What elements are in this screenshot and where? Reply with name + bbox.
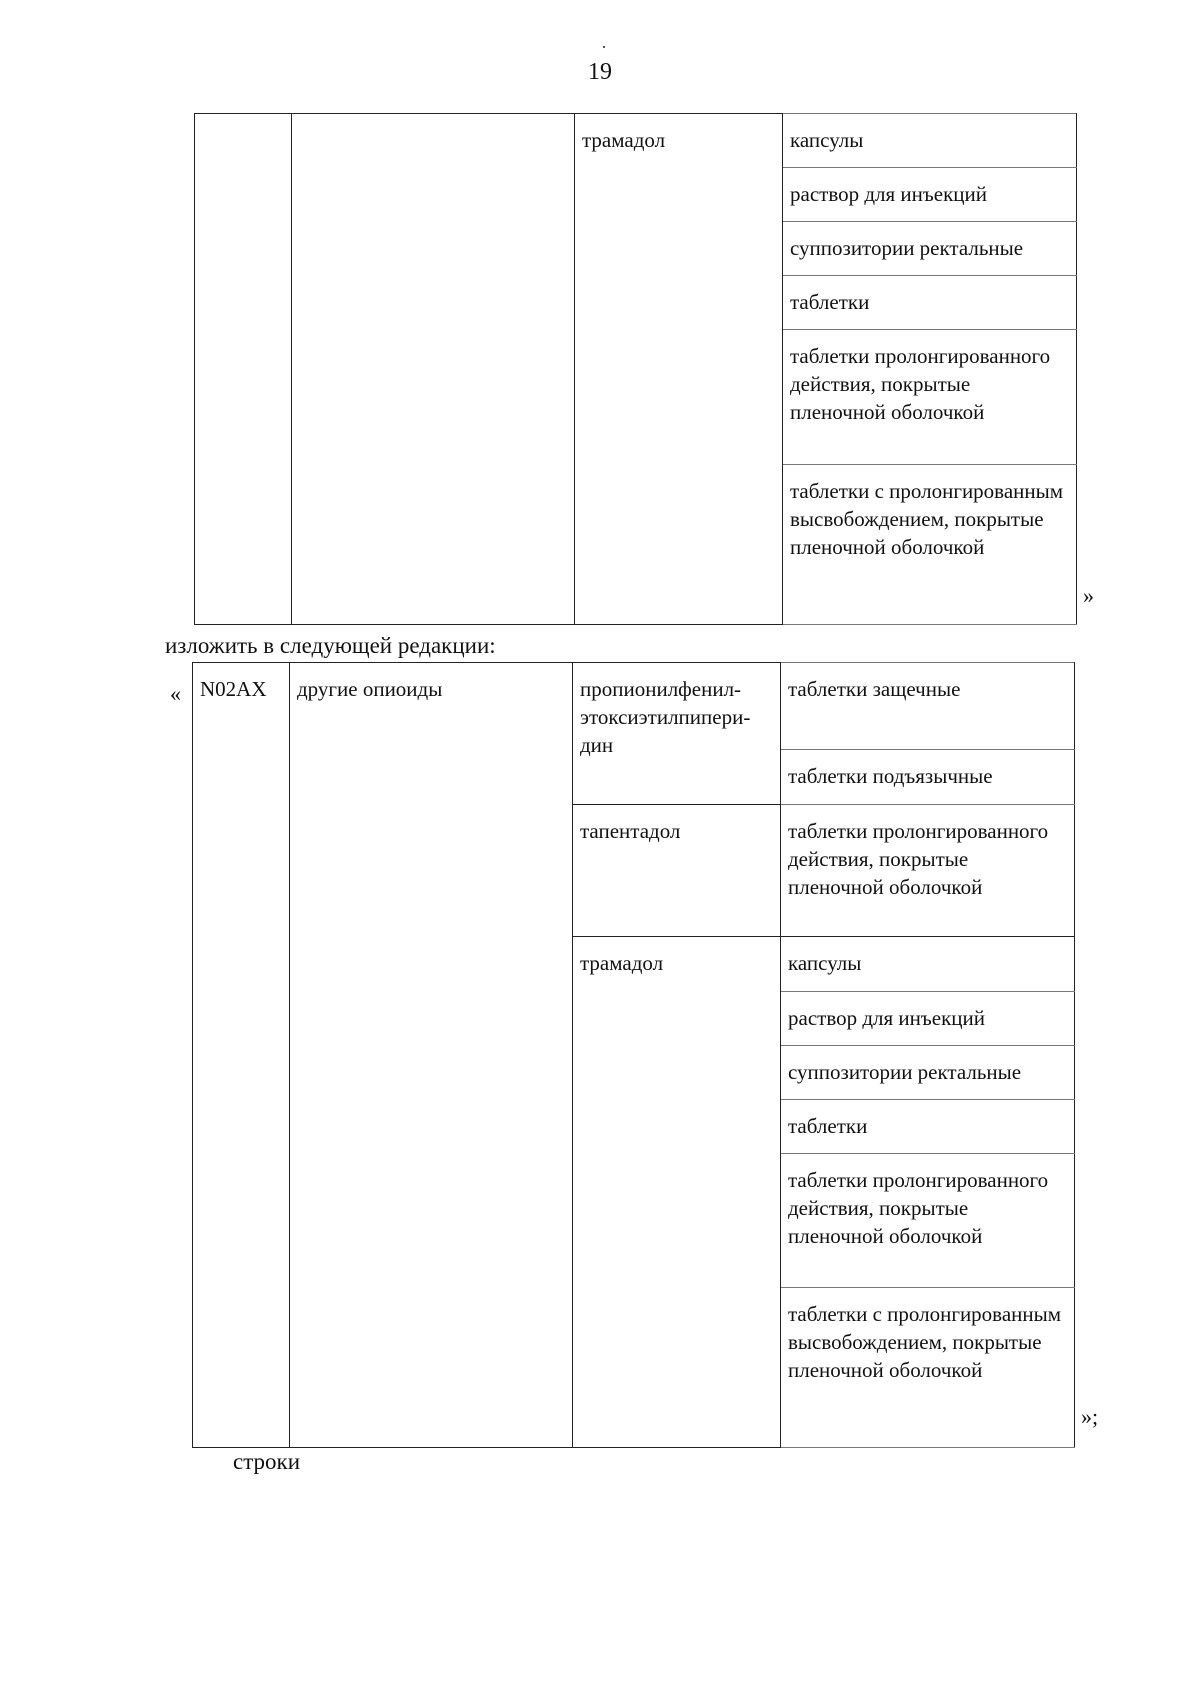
dosage-form-cell: таблетки — [783, 276, 1077, 330]
dosage-form-cell: капсулы — [781, 937, 1075, 992]
dosage-form-cell: таблетки с пролонгированным высвобождением, покрытые пленочной оболочкой — [783, 465, 1077, 625]
drug-name-cell: трамадол — [573, 937, 781, 1448]
table-continuation — [194, 113, 1077, 625]
dosage-form-cell: таблетки пролонгированного действия, покрытые пленочной оболочкой — [781, 805, 1075, 937]
dosage-form-cell: таблетки защечные — [781, 663, 1075, 750]
atc-code-cell: N02AX — [193, 663, 290, 1448]
table-new-edition — [192, 662, 1075, 1448]
dosage-form-cell: суппозитории ректальные — [781, 1046, 1075, 1100]
dosage-form-cell: раствор для инъекций — [781, 992, 1075, 1046]
page-number: 19 — [588, 59, 612, 85]
closing-quote: » — [1083, 583, 1094, 608]
dosage-form-cell: капсулы — [783, 114, 1077, 168]
drug-name-cell: пропионилфенил-этоксиэтилпипери-дин — [573, 663, 781, 805]
drug-name-cell: тапентадол — [573, 805, 781, 937]
dosage-form-cell: таблетки подъязычные — [781, 750, 1075, 805]
dosage-form-cell: таблетки — [781, 1100, 1075, 1154]
drug-name-cell: трамадол — [575, 114, 783, 625]
dosage-form-cell: суппозитории ректальные — [783, 222, 1077, 276]
scan-speck — [603, 46, 605, 48]
trailer-text: строки — [233, 1449, 301, 1474]
closing-quote-semicolon: »; — [1081, 1404, 1099, 1429]
dosage-form-cell: таблетки с пролонгированным высвобождением, покрытые пленочной оболочкой — [781, 1288, 1075, 1448]
empty-group-cell — [292, 114, 575, 625]
dosage-form-cell: таблетки пролонгированного действия, покрытые пленочной оболочкой — [783, 330, 1077, 465]
empty-code-cell — [195, 114, 292, 625]
opening-quote: « — [170, 681, 181, 706]
dosage-form-cell: таблетки пролонгированного действия, покрытые пленочной оболочкой — [781, 1154, 1075, 1288]
group-name-cell: другие опиоиды — [290, 663, 573, 1448]
dosage-form-cell: раствор для инъекций — [783, 168, 1077, 222]
intro-text: изложить в следующей редакции: — [165, 633, 496, 658]
